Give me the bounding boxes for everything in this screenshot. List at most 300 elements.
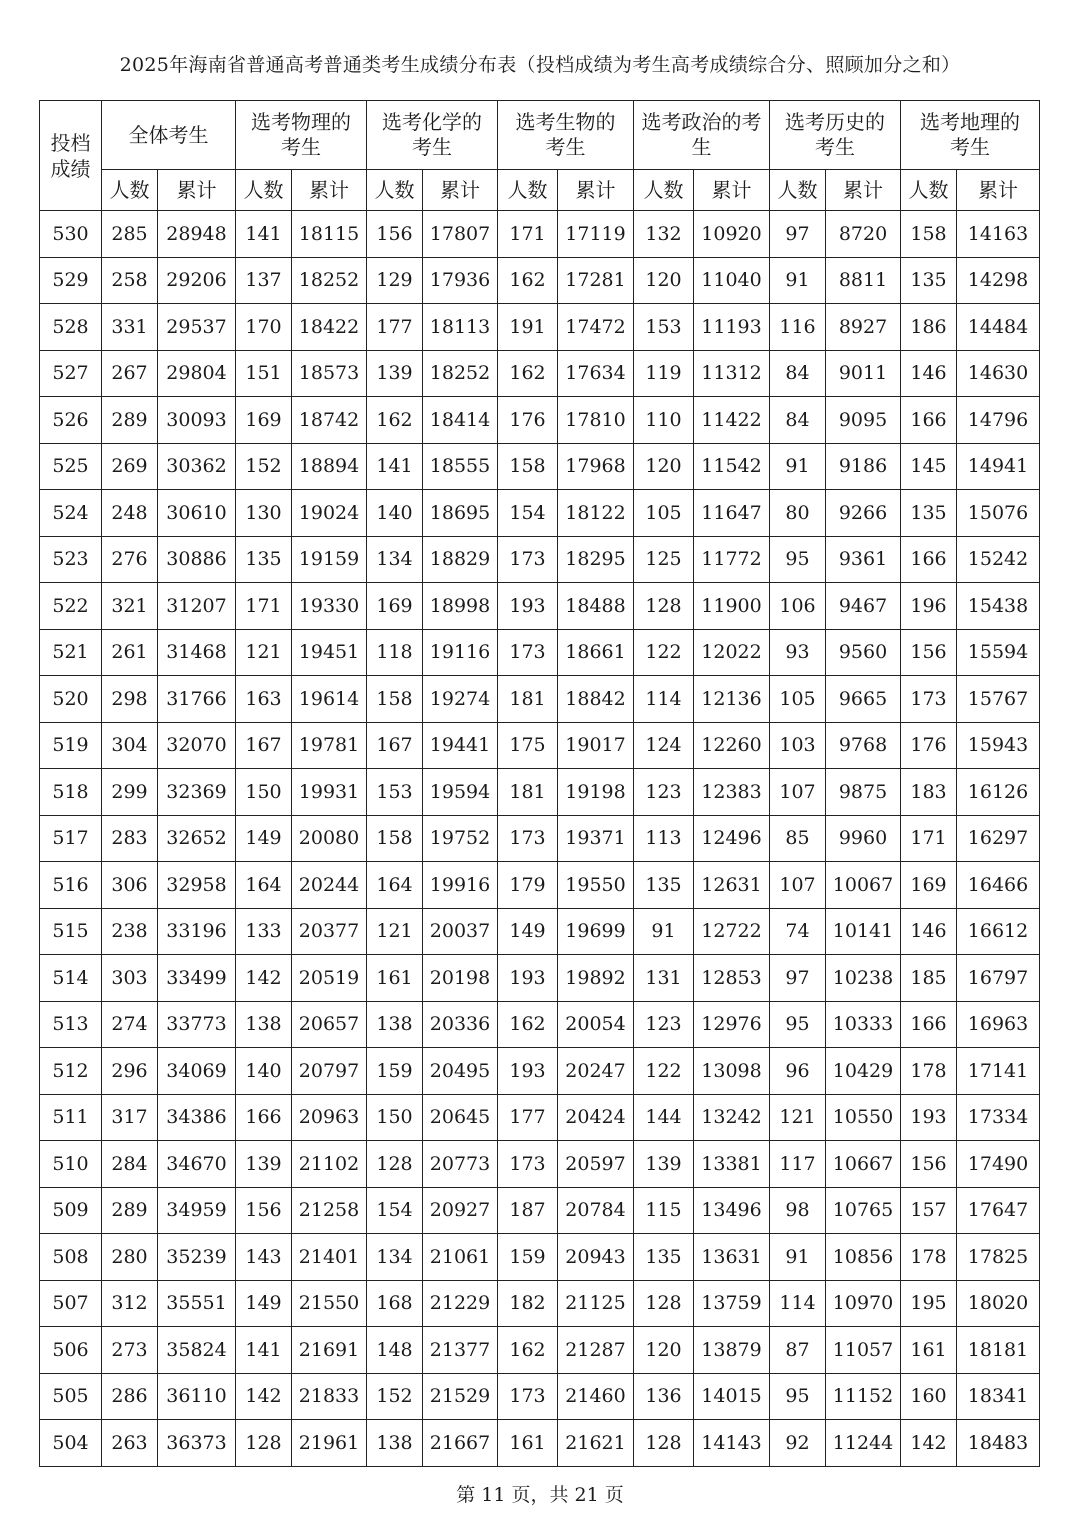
cumulative-cell: 20080 <box>292 815 367 862</box>
cumulative-cell: 35824 <box>158 1327 236 1374</box>
count-cell: 186 <box>901 304 957 351</box>
count-cell: 128 <box>634 583 694 630</box>
count-cell: 148 <box>367 1327 423 1374</box>
count-cell: 267 <box>102 350 158 397</box>
count-cell: 173 <box>498 1373 558 1420</box>
cumulative-cell: 19781 <box>292 722 367 769</box>
count-cell: 280 <box>102 1234 158 1281</box>
cumulative-cell: 8927 <box>826 304 901 351</box>
cumulative-cell: 11244 <box>826 1420 901 1467</box>
count-cell: 162 <box>498 1001 558 1048</box>
score-cell: 508 <box>40 1234 102 1281</box>
count-cell: 87 <box>770 1327 826 1374</box>
count-cell: 120 <box>634 1327 694 1374</box>
cumulative-cell: 13759 <box>694 1280 770 1327</box>
cumulative-header: 累计 <box>694 170 770 211</box>
cumulative-cell: 36110 <box>158 1373 236 1420</box>
cumulative-cell: 15076 <box>957 490 1040 537</box>
count-cell: 175 <box>498 722 558 769</box>
cumulative-cell: 18295 <box>558 536 634 583</box>
cumulative-cell: 19024 <box>292 490 367 537</box>
cumulative-cell: 18661 <box>558 629 634 676</box>
count-cell: 95 <box>770 1373 826 1420</box>
count-cell: 160 <box>901 1373 957 1420</box>
cumulative-cell: 9361 <box>826 536 901 583</box>
count-cell: 138 <box>367 1001 423 1048</box>
count-cell: 97 <box>770 211 826 258</box>
count-cell: 181 <box>498 769 558 816</box>
count-cell: 289 <box>102 397 158 444</box>
cumulative-cell: 21961 <box>292 1420 367 1467</box>
cumulative-cell: 21621 <box>558 1420 634 1467</box>
cumulative-cell: 10667 <box>826 1141 901 1188</box>
count-cell: 154 <box>367 1187 423 1234</box>
cumulative-cell: 9665 <box>826 676 901 723</box>
table-row <box>40 1327 1040 1374</box>
page-footer: 第 11 页，共 21 页 <box>456 1484 624 1506</box>
count-cell: 258 <box>102 257 158 304</box>
score-cell: 516 <box>40 862 102 909</box>
cumulative-cell: 21125 <box>558 1280 634 1327</box>
table-row <box>40 1048 1040 1095</box>
cumulative-cell: 18842 <box>558 676 634 723</box>
count-cell: 178 <box>901 1048 957 1095</box>
count-cell: 185 <box>901 955 957 1002</box>
cumulative-cell: 14484 <box>957 304 1040 351</box>
group-header-biology <box>498 101 634 170</box>
count-cell: 93 <box>770 629 826 676</box>
count-cell: 135 <box>901 257 957 304</box>
count-cell: 196 <box>901 583 957 630</box>
count-cell: 162 <box>498 257 558 304</box>
count-cell: 143 <box>236 1234 292 1281</box>
cumulative-cell: 20943 <box>558 1234 634 1281</box>
count-cell: 263 <box>102 1420 158 1467</box>
count-cell: 142 <box>236 1373 292 1420</box>
count-cell: 135 <box>901 490 957 537</box>
header-row-subcolumns <box>40 170 1040 211</box>
count-cell: 151 <box>236 350 292 397</box>
count-cell: 161 <box>901 1327 957 1374</box>
cumulative-cell: 18122 <box>558 490 634 537</box>
cumulative-cell: 33196 <box>158 908 236 955</box>
cumulative-cell: 19916 <box>423 862 498 909</box>
cumulative-cell: 18998 <box>423 583 498 630</box>
count-cell: 158 <box>367 815 423 862</box>
cumulative-cell: 36373 <box>158 1420 236 1467</box>
count-cell: 110 <box>634 397 694 444</box>
cumulative-header: 累计 <box>826 170 901 211</box>
count-cell: 120 <box>634 257 694 304</box>
count-cell: 125 <box>634 536 694 583</box>
count-cell: 303 <box>102 955 158 1002</box>
score-cell: 510 <box>40 1141 102 1188</box>
cumulative-cell: 31766 <box>158 676 236 723</box>
count-cell: 91 <box>634 908 694 955</box>
count-cell: 140 <box>367 490 423 537</box>
score-cell: 507 <box>40 1280 102 1327</box>
cumulative-cell: 13496 <box>694 1187 770 1234</box>
cumulative-cell: 19614 <box>292 676 367 723</box>
cumulative-cell: 29206 <box>158 257 236 304</box>
cumulative-cell: 30610 <box>158 490 236 537</box>
count-cell: 176 <box>901 722 957 769</box>
count-cell: 124 <box>634 722 694 769</box>
cumulative-cell: 14298 <box>957 257 1040 304</box>
cumulative-cell: 18252 <box>423 350 498 397</box>
cumulative-cell: 32652 <box>158 815 236 862</box>
table-row <box>40 815 1040 862</box>
count-cell: 156 <box>236 1187 292 1234</box>
cumulative-cell: 11312 <box>694 350 770 397</box>
count-cell: 162 <box>498 350 558 397</box>
cumulative-cell: 19017 <box>558 722 634 769</box>
count-cell: 128 <box>367 1141 423 1188</box>
cumulative-cell: 10550 <box>826 1094 901 1141</box>
count-cell: 117 <box>770 1141 826 1188</box>
cumulative-cell: 13381 <box>694 1141 770 1188</box>
count-cell: 159 <box>367 1048 423 1095</box>
score-cell: 524 <box>40 490 102 537</box>
cumulative-cell: 30362 <box>158 443 236 490</box>
cumulative-cell: 19371 <box>558 815 634 862</box>
table-row <box>40 1280 1040 1327</box>
count-cell: 137 <box>236 257 292 304</box>
cumulative-cell: 10333 <box>826 1001 901 1048</box>
cumulative-cell: 17807 <box>423 211 498 258</box>
cumulative-cell: 10067 <box>826 862 901 909</box>
count-cell: 173 <box>498 629 558 676</box>
count-cell: 238 <box>102 908 158 955</box>
cumulative-cell: 18742 <box>292 397 367 444</box>
count-cell: 274 <box>102 1001 158 1048</box>
count-cell: 296 <box>102 1048 158 1095</box>
cumulative-cell: 19159 <box>292 536 367 583</box>
cumulative-cell: 20657 <box>292 1001 367 1048</box>
cumulative-cell: 35551 <box>158 1280 236 1327</box>
cumulative-cell: 21377 <box>423 1327 498 1374</box>
table-row <box>40 955 1040 1002</box>
cumulative-cell: 20519 <box>292 955 367 1002</box>
cumulative-cell: 11542 <box>694 443 770 490</box>
cumulative-cell: 11040 <box>694 257 770 304</box>
count-cell: 157 <box>901 1187 957 1234</box>
cumulative-cell: 10429 <box>826 1048 901 1095</box>
count-cell: 132 <box>634 211 694 258</box>
score-cell: 528 <box>40 304 102 351</box>
count-cell: 195 <box>901 1280 957 1327</box>
count-cell: 171 <box>236 583 292 630</box>
count-cell: 105 <box>634 490 694 537</box>
group-header-chemistry <box>367 101 498 170</box>
count-cell: 152 <box>367 1373 423 1420</box>
count-cell: 158 <box>498 443 558 490</box>
count-cell: 173 <box>498 536 558 583</box>
group-label-history: 选考历史的考生 <box>785 110 885 159</box>
count-cell: 276 <box>102 536 158 583</box>
count-cell: 128 <box>634 1420 694 1467</box>
cumulative-cell: 18414 <box>423 397 498 444</box>
count-cell: 91 <box>770 257 826 304</box>
count-cell: 123 <box>634 1001 694 1048</box>
count-cell: 284 <box>102 1141 158 1188</box>
count-cell: 286 <box>102 1373 158 1420</box>
score-cell: 506 <box>40 1327 102 1374</box>
count-cell: 103 <box>770 722 826 769</box>
cumulative-cell: 12136 <box>694 676 770 723</box>
cumulative-cell: 20797 <box>292 1048 367 1095</box>
cumulative-cell: 19699 <box>558 908 634 955</box>
cumulative-header: 累计 <box>292 170 367 211</box>
cumulative-cell: 19931 <box>292 769 367 816</box>
cumulative-cell: 12022 <box>694 629 770 676</box>
cumulative-cell: 13631 <box>694 1234 770 1281</box>
count-cell: 171 <box>901 815 957 862</box>
table-row <box>40 676 1040 723</box>
cumulative-cell: 16466 <box>957 862 1040 909</box>
count-cell: 139 <box>634 1141 694 1188</box>
cumulative-cell: 17825 <box>957 1234 1040 1281</box>
cumulative-cell: 19274 <box>423 676 498 723</box>
count-cell: 128 <box>634 1280 694 1327</box>
count-cell: 149 <box>236 1280 292 1327</box>
cumulative-cell: 20424 <box>558 1094 634 1141</box>
group-header-politics <box>634 101 770 170</box>
score-cell: 519 <box>40 722 102 769</box>
count-cell: 153 <box>634 304 694 351</box>
count-cell: 115 <box>634 1187 694 1234</box>
count-cell: 130 <box>236 490 292 537</box>
cumulative-cell: 9875 <box>826 769 901 816</box>
count-cell: 306 <box>102 862 158 909</box>
count-cell: 92 <box>770 1420 826 1467</box>
table-row <box>40 722 1040 769</box>
count-cell: 91 <box>770 443 826 490</box>
count-cell: 84 <box>770 350 826 397</box>
cumulative-cell: 17968 <box>558 443 634 490</box>
table-row <box>40 769 1040 816</box>
cumulative-cell: 15594 <box>957 629 1040 676</box>
table-row <box>40 1001 1040 1048</box>
cumulative-cell: 10765 <box>826 1187 901 1234</box>
table-row <box>40 908 1040 955</box>
cumulative-cell: 11422 <box>694 397 770 444</box>
cumulative-cell: 19116 <box>423 629 498 676</box>
count-cell: 164 <box>236 862 292 909</box>
count-cell: 91 <box>770 1234 826 1281</box>
cumulative-cell: 9560 <box>826 629 901 676</box>
count-cell: 169 <box>901 862 957 909</box>
table-row <box>40 397 1040 444</box>
cumulative-cell: 18422 <box>292 304 367 351</box>
count-cell: 171 <box>498 211 558 258</box>
count-cell: 331 <box>102 304 158 351</box>
page-title: 2025年海南省普通高考普通类考生成绩分布表（投档成绩为考生高考成绩综合分、照顾加分之和） <box>119 54 961 76</box>
count-cell: 193 <box>498 955 558 1002</box>
count-cell: 181 <box>498 676 558 723</box>
cumulative-cell: 11772 <box>694 536 770 583</box>
count-cell: 261 <box>102 629 158 676</box>
count-cell: 168 <box>367 1280 423 1327</box>
cumulative-cell: 17281 <box>558 257 634 304</box>
cumulative-cell: 19594 <box>423 769 498 816</box>
count-cell: 128 <box>236 1420 292 1467</box>
cumulative-cell: 11057 <box>826 1327 901 1374</box>
cumulative-cell: 28948 <box>158 211 236 258</box>
count-cell: 304 <box>102 722 158 769</box>
cumulative-cell: 10970 <box>826 1280 901 1327</box>
count-cell: 289 <box>102 1187 158 1234</box>
header-row-groups <box>40 101 1040 170</box>
count-cell: 158 <box>901 211 957 258</box>
cumulative-cell: 18488 <box>558 583 634 630</box>
cumulative-cell: 13242 <box>694 1094 770 1141</box>
group-label-biology: 选考生物的考生 <box>515 110 616 159</box>
cumulative-cell: 13098 <box>694 1048 770 1095</box>
count-cell: 142 <box>236 955 292 1002</box>
count-cell: 134 <box>367 536 423 583</box>
score-cell: 515 <box>40 908 102 955</box>
cumulative-cell: 16126 <box>957 769 1040 816</box>
count-cell: 140 <box>236 1048 292 1095</box>
count-header: 人数 <box>901 170 957 211</box>
cumulative-cell: 33773 <box>158 1001 236 1048</box>
cumulative-cell: 31207 <box>158 583 236 630</box>
count-cell: 298 <box>102 676 158 723</box>
cumulative-cell: 21258 <box>292 1187 367 1234</box>
cumulative-cell: 12260 <box>694 722 770 769</box>
score-cell: 523 <box>40 536 102 583</box>
cumulative-cell: 35239 <box>158 1234 236 1281</box>
cumulative-cell: 12631 <box>694 862 770 909</box>
count-cell: 141 <box>367 443 423 490</box>
cumulative-cell: 20784 <box>558 1187 634 1234</box>
cumulative-cell: 8720 <box>826 211 901 258</box>
cumulative-cell: 16797 <box>957 955 1040 1002</box>
count-cell: 154 <box>498 490 558 537</box>
cumulative-cell: 14630 <box>957 350 1040 397</box>
cumulative-cell: 17634 <box>558 350 634 397</box>
score-cell: 525 <box>40 443 102 490</box>
count-cell: 146 <box>901 350 957 397</box>
cumulative-cell: 17119 <box>558 211 634 258</box>
cumulative-cell: 17647 <box>957 1187 1040 1234</box>
cumulative-cell: 11647 <box>694 490 770 537</box>
cumulative-cell: 30093 <box>158 397 236 444</box>
count-cell: 107 <box>770 862 826 909</box>
cumulative-cell: 21229 <box>423 1280 498 1327</box>
table-row <box>40 629 1040 676</box>
count-cell: 173 <box>498 815 558 862</box>
cumulative-cell: 9011 <box>826 350 901 397</box>
count-cell: 152 <box>236 443 292 490</box>
cumulative-cell: 12722 <box>694 908 770 955</box>
cumulative-cell: 9095 <box>826 397 901 444</box>
count-cell: 118 <box>367 629 423 676</box>
cumulative-cell: 12976 <box>694 1001 770 1048</box>
score-cell: 509 <box>40 1187 102 1234</box>
score-cell: 520 <box>40 676 102 723</box>
table-body <box>40 211 1040 1467</box>
score-cell: 527 <box>40 350 102 397</box>
cumulative-cell: 12496 <box>694 815 770 862</box>
count-cell: 177 <box>367 304 423 351</box>
score-cell: 505 <box>40 1373 102 1420</box>
table-row <box>40 1094 1040 1141</box>
cumulative-cell: 20037 <box>423 908 498 955</box>
count-cell: 187 <box>498 1187 558 1234</box>
table-row <box>40 443 1040 490</box>
cumulative-cell: 10920 <box>694 211 770 258</box>
cumulative-header: 累计 <box>957 170 1040 211</box>
cumulative-cell: 18115 <box>292 211 367 258</box>
cumulative-cell: 20198 <box>423 955 498 1002</box>
cumulative-cell: 34069 <box>158 1048 236 1095</box>
count-cell: 146 <box>901 908 957 955</box>
count-cell: 167 <box>367 722 423 769</box>
cumulative-cell: 34386 <box>158 1094 236 1141</box>
count-cell: 162 <box>498 1327 558 1374</box>
cumulative-cell: 19198 <box>558 769 634 816</box>
score-cell: 526 <box>40 397 102 444</box>
count-header: 人数 <box>634 170 694 211</box>
count-cell: 74 <box>770 908 826 955</box>
cumulative-cell: 16963 <box>957 1001 1040 1048</box>
group-header-all: 全体考生 <box>102 101 236 170</box>
table-row <box>40 583 1040 630</box>
count-cell: 114 <box>634 676 694 723</box>
cumulative-cell: 10856 <box>826 1234 901 1281</box>
count-cell: 179 <box>498 862 558 909</box>
cumulative-cell: 18695 <box>423 490 498 537</box>
count-cell: 164 <box>367 862 423 909</box>
count-header: 人数 <box>102 170 158 211</box>
count-cell: 150 <box>367 1094 423 1141</box>
count-cell: 139 <box>367 350 423 397</box>
cumulative-cell: 16612 <box>957 908 1040 955</box>
cumulative-cell: 20377 <box>292 908 367 955</box>
cumulative-cell: 8811 <box>826 257 901 304</box>
count-cell: 107 <box>770 769 826 816</box>
group-header-history <box>770 101 901 170</box>
count-header: 人数 <box>770 170 826 211</box>
count-cell: 156 <box>901 1141 957 1188</box>
count-cell: 159 <box>498 1234 558 1281</box>
table-header <box>40 101 1040 211</box>
cumulative-cell: 14796 <box>957 397 1040 444</box>
score-cell: 513 <box>40 1001 102 1048</box>
table-row <box>40 490 1040 537</box>
count-cell: 144 <box>634 1094 694 1141</box>
count-cell: 96 <box>770 1048 826 1095</box>
cumulative-cell: 21667 <box>423 1420 498 1467</box>
cumulative-cell: 17490 <box>957 1141 1040 1188</box>
count-cell: 191 <box>498 304 558 351</box>
cumulative-cell: 30886 <box>158 536 236 583</box>
count-cell: 135 <box>634 862 694 909</box>
cumulative-header: 累计 <box>558 170 634 211</box>
table-row <box>40 304 1040 351</box>
cumulative-cell: 17472 <box>558 304 634 351</box>
count-cell: 116 <box>770 304 826 351</box>
count-cell: 120 <box>634 443 694 490</box>
cumulative-cell: 21061 <box>423 1234 498 1281</box>
cumulative-cell: 19451 <box>292 629 367 676</box>
count-cell: 105 <box>770 676 826 723</box>
count-cell: 113 <box>634 815 694 862</box>
count-cell: 178 <box>901 1234 957 1281</box>
count-cell: 123 <box>634 769 694 816</box>
